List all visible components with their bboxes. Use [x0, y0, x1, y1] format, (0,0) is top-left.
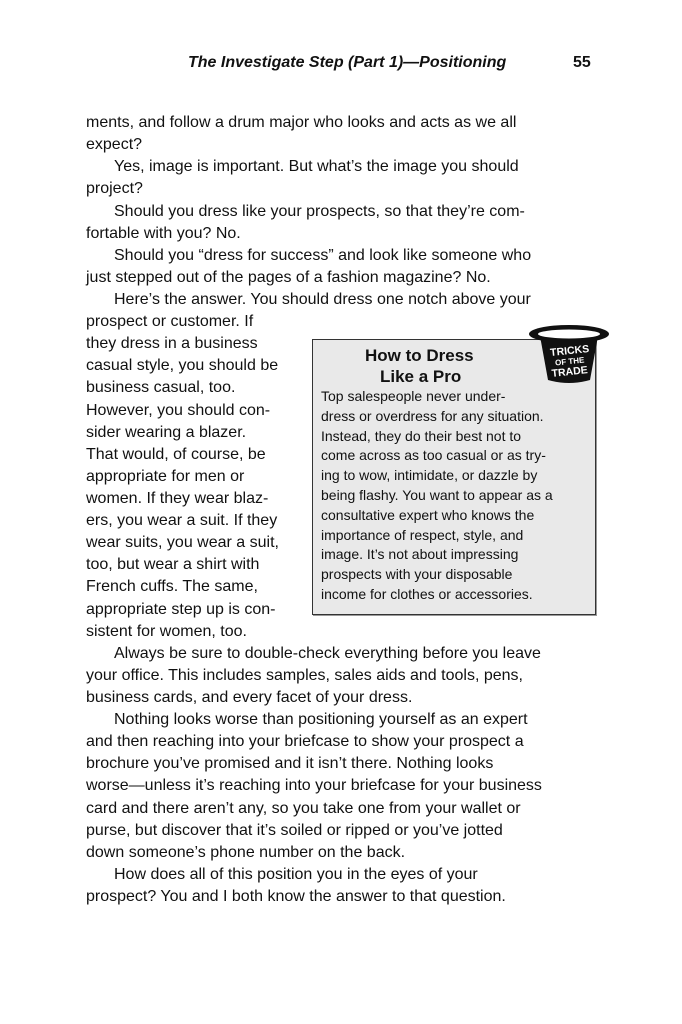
body-line: women. If they wear blaz- — [86, 490, 269, 507]
body-line: and then reaching into your briefcase to show your prospect a — [86, 733, 524, 750]
sidebar-line: ing to wow, intimidate, or dazzle by — [321, 467, 538, 483]
body-line: just stepped out of the pages of a fashion magazine? No. — [86, 269, 491, 286]
sidebar-title: How to Dress — [365, 346, 474, 365]
body-line: How does all of this position you in the eyes of your — [114, 866, 478, 883]
body-line: Yes, image is important. But what’s the image you should — [114, 158, 519, 175]
sidebar-line: importance of respect, style, and — [321, 527, 524, 543]
sidebar-line: income for clothes or accessories. — [321, 586, 533, 602]
body-line: appropriate step up is con- — [86, 601, 276, 618]
body-line: business casual, too. — [86, 379, 236, 396]
body-line: down someone’s phone number on the back. — [86, 844, 406, 861]
sidebar-line: dress or overdress for any situation. — [321, 408, 544, 424]
body-line: appropriate for men or — [86, 468, 245, 485]
body-line: business cards, and every facet of your dress. — [86, 689, 413, 706]
body-line: sider wearing a blazer. — [86, 424, 247, 441]
body-line: your office. This includes samples, sales aids and tools, pens, — [86, 667, 523, 684]
svg-text:OF THE: OF THE — [554, 355, 585, 368]
body-line: too, but wear a shirt with — [86, 556, 260, 573]
body-line: brochure you’ve promised and it isn’t there. Nothing looks — [86, 755, 494, 772]
body-line: project? — [86, 180, 143, 197]
body-line: sistent for women, too. — [86, 623, 247, 640]
body-line: That would, of course, be — [86, 446, 266, 463]
sidebar-line: image. It’s not about impressing — [321, 546, 519, 562]
sidebar-line: consultative expert who knows the — [321, 507, 535, 523]
body-line: fortable with you? No. — [86, 225, 241, 242]
body-line: wear suits, you wear a suit, — [86, 534, 279, 551]
body-line: Nothing looks worse than positioning yourself as an expert — [114, 711, 528, 728]
body-line: they dress in a business — [86, 335, 258, 352]
svg-text:TRADE: TRADE — [551, 364, 589, 380]
body-line: prospect? You and I both know the answer to that question. — [86, 888, 506, 905]
body-line: However, you should con- — [86, 402, 271, 419]
body-line: Here’s the answer. You should dress one notch above your — [114, 291, 531, 308]
body-line: ments, and follow a drum major who looks and acts as we all — [86, 114, 517, 131]
chapter-title: The Investigate Step (Part 1)—Positioning — [188, 54, 507, 71]
sidebar-line: being flashy. You want to appear as a — [321, 487, 553, 503]
sidebar-line: prospects with your disposable — [321, 566, 513, 582]
body-line: Should you “dress for success” and look like someone who — [114, 247, 532, 264]
body-line: prospect or customer. If — [86, 313, 254, 330]
body-line: Should you dress like your prospects, so that they’re com- — [114, 203, 525, 220]
body-line: ers, you wear a suit. If they — [86, 512, 278, 529]
body-line: Always be sure to double-check everything before you leave — [114, 645, 541, 662]
sidebar-line: Top salespeople never under- — [321, 388, 506, 404]
body-line: casual style, you should be — [86, 357, 279, 374]
page-number: 55 — [573, 54, 591, 71]
body-line: French cuffs. The same, — [86, 578, 258, 595]
tricks-of-the-trade-hat-icon — [526, 322, 612, 386]
running-header — [0, 54, 682, 76]
sidebar-line: Instead, they do their best not to — [321, 428, 522, 444]
body-line: expect? — [86, 136, 143, 153]
sidebar-title: Like a Pro — [380, 367, 462, 386]
sidebar-line: come across as too casual or as try- — [321, 447, 546, 463]
body-line: card and there aren’t any, so you take one from your wallet or — [86, 800, 521, 817]
body-line: worse—unless it’s reaching into your briefcase for your business — [86, 777, 542, 794]
body-line: purse, but discover that it’s soiled or ripped or you’ve jotted — [86, 822, 503, 839]
svg-text:TRICKS: TRICKS — [549, 343, 590, 360]
